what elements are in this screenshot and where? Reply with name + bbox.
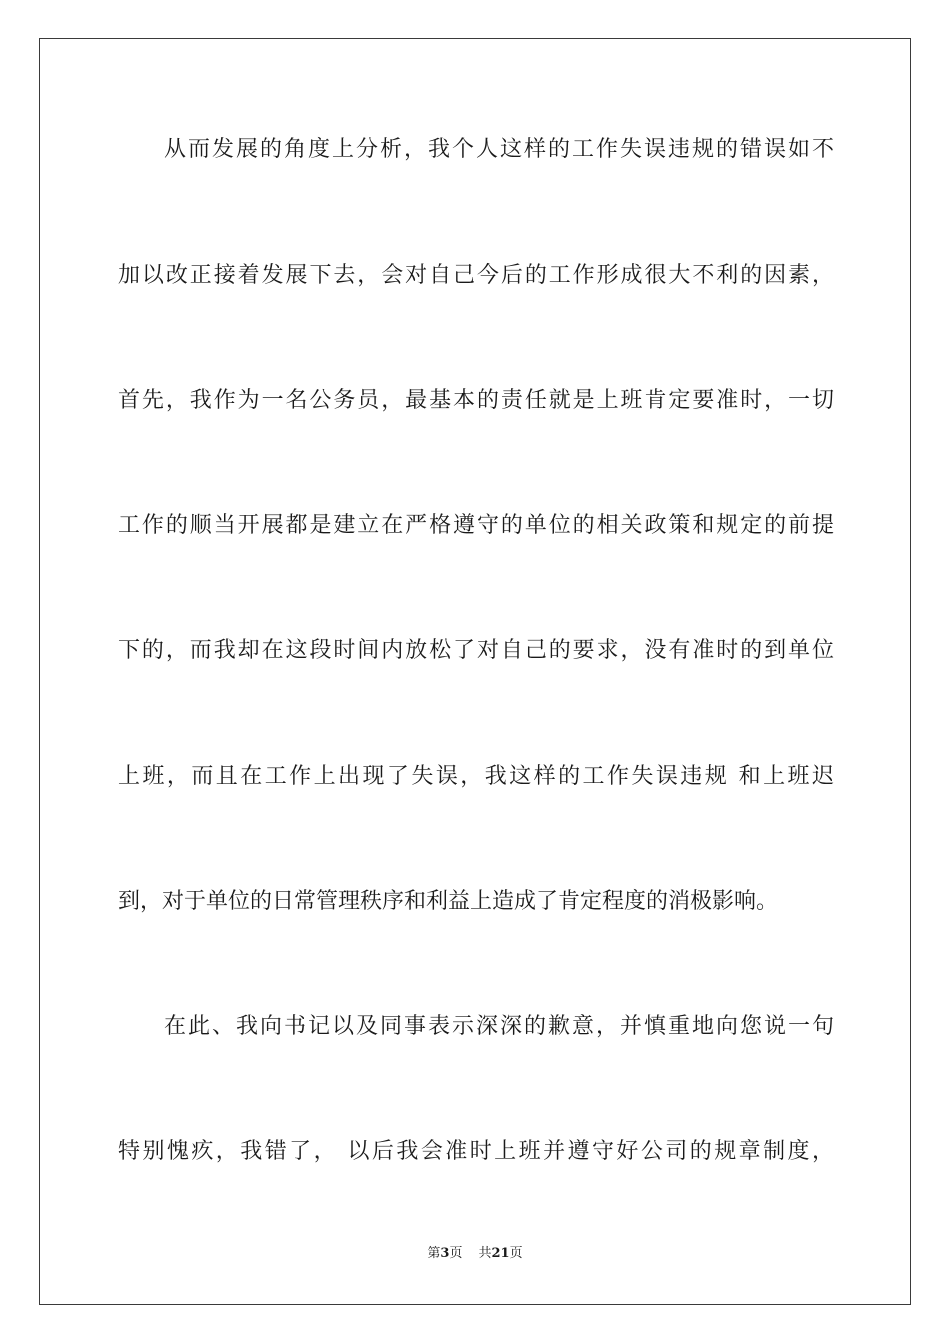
paragraph-line: 首先，我作为一名公务员，最基本的责任就是上班肯定要准时，一切 <box>118 388 834 413</box>
total-label-suffix: 页 <box>509 1246 523 1261</box>
total-label-prefix: 共 <box>478 1246 492 1261</box>
paragraph-line: 从而发展的角度上分析，我个人这样的工作失误违规的错误如不 <box>164 137 834 162</box>
paragraph-line: 工作的顺当开展都是建立在严格遵守的单位的相关政策和规定的前提 <box>118 513 834 538</box>
paragraph-line: 到，对于单位的日常管理秩序和利益上造成了肯定程度的消极影响。 <box>118 889 779 914</box>
page-footer <box>0 1244 950 1264</box>
page-label-suffix: 页 <box>449 1246 463 1261</box>
paragraph-line: 加以改正接着发展下去，会对自己今后的工作形成很大不利的因素， <box>118 263 834 288</box>
page-label-prefix: 第 <box>427 1246 441 1261</box>
page-number: 3 <box>440 1246 450 1261</box>
total-pages: 21 <box>491 1246 510 1261</box>
paragraph-line: 在此、我向书记以及同事表示深深的歉意，并慎重地向您说一句 <box>164 1014 834 1039</box>
paragraph-line: 特别愧疚，我错了， 以后我会准时上班并遵守好公司的规章制度， <box>118 1139 834 1164</box>
paragraph-line: 下的，而我却在这段时间内放松了对自己的要求，没有准时的到单位 <box>118 638 834 663</box>
page-border <box>39 38 911 1305</box>
paragraph-line: 上班，而且在工作上出现了失误，我这样的工作失误违规 和上班迟 <box>118 764 834 789</box>
